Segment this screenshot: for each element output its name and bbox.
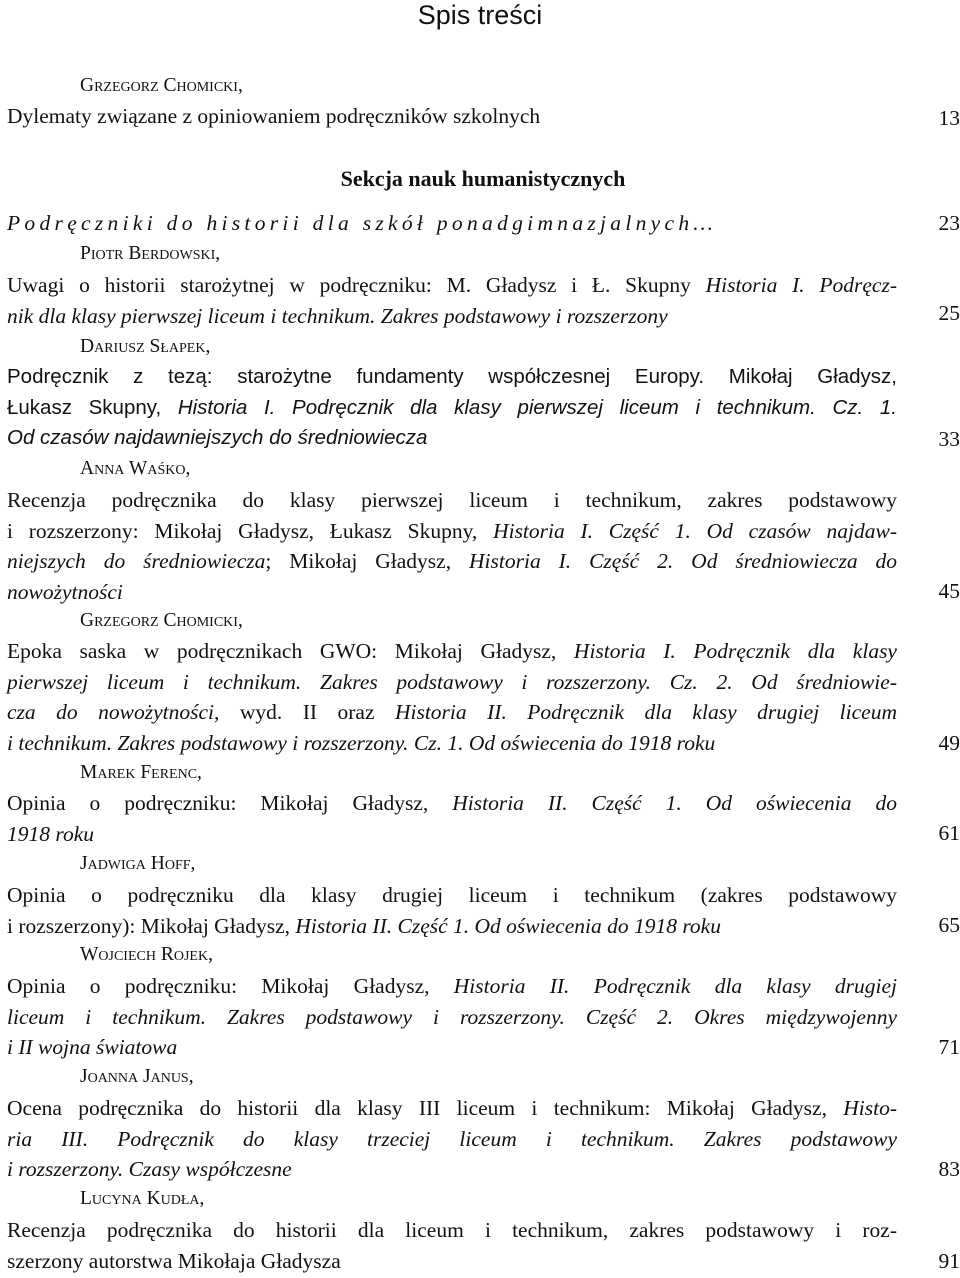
title-segment: Ocena podręcznika do historii dla klasy III liceum i technikum: Mikołaj Gładysz, (7, 1096, 844, 1120)
entry-title[interactable] (7, 788, 897, 849)
title-segment: szerzony autorstwa Mikołaja Gładysza (7, 1248, 341, 1273)
entry-title[interactable] (7, 880, 897, 941)
entry-title-line (7, 971, 897, 1002)
entry-title[interactable] (7, 270, 897, 331)
italic-title-segment: Historia I. Podręcz- (705, 273, 897, 297)
entry-title-line (7, 1093, 897, 1124)
entry-title-line (7, 362, 897, 393)
italic-title-segment: Historia I. Podręcznik dla klasy (573, 639, 897, 663)
italic-title-segment: i technikum. Zakres podstawowy i rozszerzony. Cz. 1. Od oświecenia do 1918 roku (7, 730, 716, 755)
page-title: Spis treści (417, 0, 543, 30)
entry-title-line (7, 577, 897, 608)
title-segment: Opinia o podręczniku: Mikołaj Gładysz, (7, 791, 453, 815)
page-number[interactable]: 83 (938, 1157, 960, 1181)
entry-title-line (7, 1032, 897, 1063)
page-number[interactable]: 23 (938, 211, 960, 235)
title-segment: Recenzja podręcznika do historii dla liceum i technikum, zakres podstawowy i roz- (7, 1218, 897, 1242)
entry-title-line (7, 728, 897, 759)
entry-title-line (7, 880, 897, 911)
title-segment: wyd. II oraz (219, 700, 395, 724)
entry-author: Joanna Janus, (80, 1066, 194, 1087)
title-segment: i rozszerzony): Mikołaj Gładysz, (7, 913, 296, 938)
entry-title-line (7, 1124, 897, 1155)
entry-title-line (7, 301, 897, 332)
entry-title-line (7, 667, 897, 698)
page-number[interactable]: 13 (938, 106, 960, 130)
title-segment: Dylematy związane z opiniowaniem podręczników szkolnych (7, 104, 541, 128)
italic-title-segment: Historia I. Część 2. Od średniowiecza do (469, 549, 898, 573)
italic-title-segment: Historia II. Podręcznik dla klasy drugiej (453, 974, 897, 998)
entry-title-line (7, 485, 897, 516)
entry-author: Lucyna Kudła, (80, 1188, 205, 1209)
entry-author: Piotr Berdowski, (80, 243, 221, 264)
title-segment: Opinia o podręczniku: Mikołaj Gładysz, (7, 974, 454, 998)
italic-title-segment: 1918 roku (7, 821, 94, 846)
italic-title-segment: Podręczniki do historii dla szkół ponadgimnazjalnych… (7, 211, 717, 235)
section-heading: Sekcja nauk humanistycznych (340, 166, 626, 191)
italic-title-segment: i II wojna światowa (7, 1035, 178, 1059)
entry-title-line (7, 697, 897, 728)
italic-title-segment: niejszych do średniowiecza (7, 549, 266, 573)
italic-title-segment: i rozszerzony. Czasy współczesne (7, 1157, 292, 1181)
entry-author: Jadwiga Hoff, (80, 853, 196, 874)
page-number[interactable]: 91 (938, 1249, 960, 1273)
title-segment: Łukasz Skupny, (7, 395, 178, 419)
entry-author: Grzegorz Chomicki, (80, 610, 243, 631)
entry-title-line (7, 516, 897, 547)
italic-title-segment: liceum i technikum. Zakres podstawowy i rozszerzony. Część 2. Okres międzywojenny (7, 1004, 897, 1029)
page-number[interactable]: 33 (938, 427, 960, 451)
entry-author: Wojciech Rojek, (80, 944, 213, 965)
italic-title-segment: nik dla klasy pierwszej liceum i technikum. Zakres podstawowy i rozszerzony (7, 303, 668, 328)
entry-title-line (7, 270, 897, 301)
title-segment: Recenzja podręcznika do klasy pierwszej liceum i technikum, zakres podstawowy (7, 488, 897, 512)
entry-author: Grzegorz Chomicki, (80, 75, 243, 96)
italic-title-segment: Od czasów najdawniejszych do średniowiecza (7, 426, 428, 449)
italic-title-segment: Historia II. Część 1. Od oświecenia do 1918 roku (295, 913, 721, 938)
entry-title[interactable] (7, 1093, 897, 1185)
italic-title-segment: ria III. Podręcznik do klasy trzeciej liceum i technikum. Zakres podstawowy (7, 1126, 897, 1151)
entry-title-line (7, 911, 897, 942)
entry-title[interactable] (7, 636, 897, 758)
entry-title-line (7, 423, 897, 454)
entry-author: Marek Ferenc, (80, 762, 202, 783)
entry-title-line (7, 101, 897, 132)
entry-title[interactable] (7, 362, 897, 454)
entry-title-line (7, 819, 897, 850)
italic-title-segment: Histo- (843, 1096, 897, 1120)
entry-title[interactable] (7, 971, 897, 1063)
entry-title-line (7, 636, 897, 667)
title-segment: Epoka saska w podręcznikach GWO: Mikołaj Gładysz, (7, 639, 574, 663)
entry-title[interactable] (7, 101, 897, 132)
title-segment: i rozszerzony: Mikołaj Gładysz, Łukasz Skupny, (7, 518, 494, 543)
title-segment: ; Mikołaj Gładysz, (265, 549, 470, 573)
entry-title-line (7, 208, 897, 239)
entry-title[interactable] (7, 485, 897, 607)
title-segment: Opinia o podręczniku dla klasy drugiej liceum i technikum (zakres podstawowy (7, 883, 897, 907)
entry-title-line (7, 788, 897, 819)
entry-title[interactable] (7, 1215, 897, 1276)
page-number[interactable]: 65 (938, 913, 960, 937)
entry-title-line (7, 1215, 897, 1246)
italic-title-segment: Historia I. Podręcznik dla klasy pierwszej liceum i technikum. Cz. 1. (177, 395, 897, 419)
entry-title[interactable] (7, 208, 897, 239)
italic-title-segment: pierwszej liceum i technikum. Zakres podstawowy i rozszerzony. Cz. 2. Od średniowie- (7, 669, 897, 694)
entry-title-line (7, 546, 897, 577)
entry-author: Dariusz Słapek, (80, 336, 211, 357)
entry-author: Anna Waśko, (80, 458, 191, 479)
italic-title-segment: Historia I. Część 1. Od czasów najdaw- (493, 518, 897, 543)
entry-title-line (7, 1154, 897, 1185)
page-number[interactable]: 61 (938, 821, 960, 845)
italic-title-segment: Historia II. Podręcznik dla klasy drugiej liceum (394, 700, 897, 724)
italic-title-segment: cza do nowożytności, (7, 700, 220, 724)
title-segment: Podręcznik z tezą: starożytne fundamenty współczesnej Europy. Mikołaj Gładysz, (7, 365, 897, 388)
page-number[interactable]: 25 (938, 301, 960, 325)
page-number[interactable]: 71 (938, 1035, 960, 1059)
title-segment: Uwagi o historii starożytnej w podręczniku: M. Gładysz i Ł. Skupny (7, 273, 706, 297)
page-number[interactable]: 45 (938, 579, 960, 603)
entry-title-line (7, 393, 897, 424)
italic-title-segment: Historia II. Część 1. Od oświecenia do (452, 791, 897, 815)
page-number[interactable]: 49 (938, 731, 960, 755)
italic-title-segment: nowożytności (7, 579, 123, 604)
entry-title-line (7, 1002, 897, 1033)
entry-title-line (7, 1246, 897, 1277)
